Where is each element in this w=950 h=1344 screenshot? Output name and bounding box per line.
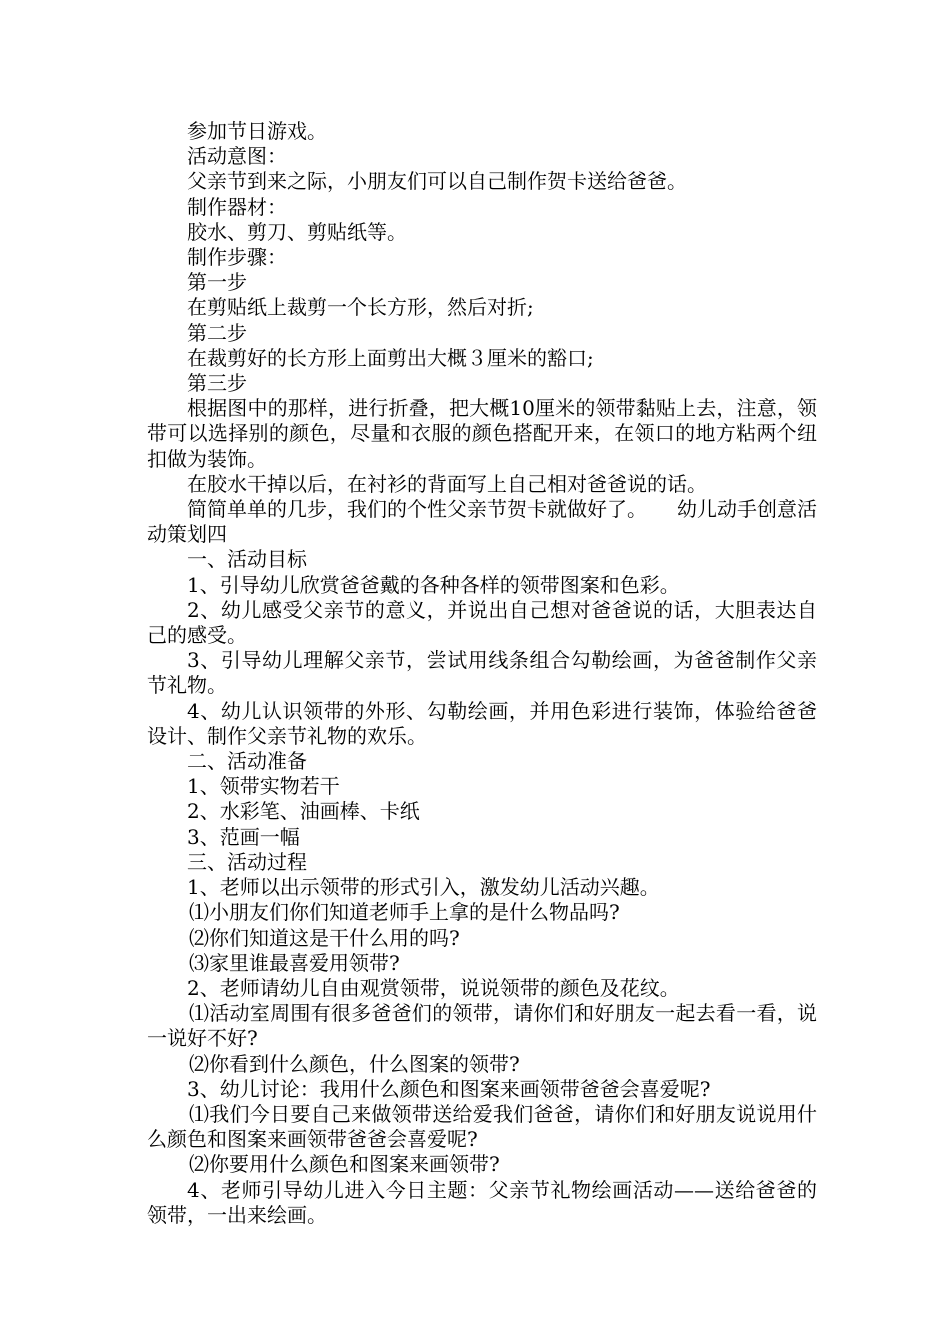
question-item: ⑴活动室周围有很多爸爸们的领带，请你们和好朋友一起去看一看，说一说好不好?: [147, 1001, 817, 1051]
paragraph: 简简单单的几步，我们的个性父亲节贺卡就做好了。 幼儿动手创意活动策划四: [147, 497, 817, 547]
list-item: 1、领带实物若干: [187, 774, 340, 799]
list-item: 2、老师请幼儿自由观赏领带，说说领带的颜色及花纹。: [187, 975, 680, 1000]
paragraph: 参加节日游戏。: [187, 119, 327, 143]
paragraph: 胶水、剪刀、剪贴纸等。: [187, 219, 407, 244]
question-item: ⑴我们今日要自己来做领带送给爱我们爸爸，请你们和好朋友说说用什么颜色和图案来画领带爸爸会喜爱呢?: [147, 1101, 817, 1152]
document-body: [147, 119, 817, 1228]
section-heading: 制作器材：: [187, 194, 287, 219]
paragraph: 根据图中的那样，进行折叠，把大概10厘米的领带黏贴上去，注意，领带可以选择别的颜色，尽量和衣服的颜色搭配开来，在领口的地方粘两个纽扣做为装饰。: [147, 396, 817, 471]
step-heading: 第三步: [187, 371, 247, 396]
list-item: 1、引导幼儿欣赏爸爸戴的各种各样的领带图案和色彩。: [187, 572, 680, 597]
list-item: 3、范画一幅: [187, 824, 300, 849]
section-heading: 三、活动过程: [187, 849, 307, 874]
section-heading: 制作步骤：: [187, 245, 287, 270]
question-item: ⑵你看到什么颜色，什么图案的领带?: [189, 1051, 520, 1076]
question-item: ⑵你们知道这是干什么用的吗?: [189, 925, 460, 950]
paragraph: 在剪贴纸上裁剪一个长方形，然后对折;: [187, 295, 534, 320]
list-item: 4、幼儿认识领带的外形、勾勒绘画，并用色彩进行装饰，体验给爸爸设计、制作父亲节礼物的欢乐。: [147, 698, 817, 748]
list-item: 2、水彩笔、油画棒、卡纸: [187, 799, 420, 824]
question-item: ⑵你要用什么颜色和图案来画领带?: [189, 1152, 500, 1177]
section-heading: 二、活动准备: [187, 749, 307, 774]
question-item: ⑴小朋友们你们知道老师手上拿的是什么物品吗?: [189, 900, 620, 925]
step-heading: 第二步: [187, 320, 247, 345]
list-item: 4、老师引导幼儿进入今日主题：父亲节礼物绘画活动——送给爸爸的领带，一出来绘画。: [147, 1177, 817, 1227]
list-item: 1、老师以出示领带的形式引入，激发幼儿活动兴趣。: [187, 875, 660, 900]
list-item: 3、幼儿讨论：我用什么颜色和图案来画领带爸爸会喜爱呢?: [187, 1076, 711, 1101]
paragraph: 在胶水干掉以后，在衬衫的背面写上自己相对爸爸说的话。: [187, 471, 707, 496]
list-item: 3、引导幼儿理解父亲节，尝试用线条组合勾勒绘画，为爸爸制作父亲节礼物。: [147, 648, 817, 698]
section-heading: 活动意图：: [187, 144, 287, 169]
paragraph: 在裁剪好的长方形上面剪出大概３厘米的豁口;: [187, 345, 594, 370]
list-item: 2、幼儿感受父亲节的意义，并说出自己想对爸爸说的话，大胆表达自己的感受。: [147, 597, 817, 648]
step-heading: 第一步: [187, 270, 247, 295]
section-heading: 一、活动目标: [187, 547, 307, 572]
paragraph: 父亲节到来之际，小朋友们可以自己制作贺卡送给爸爸。: [187, 169, 687, 194]
question-item: ⑶家里谁最喜爱用领带?: [189, 950, 400, 975]
